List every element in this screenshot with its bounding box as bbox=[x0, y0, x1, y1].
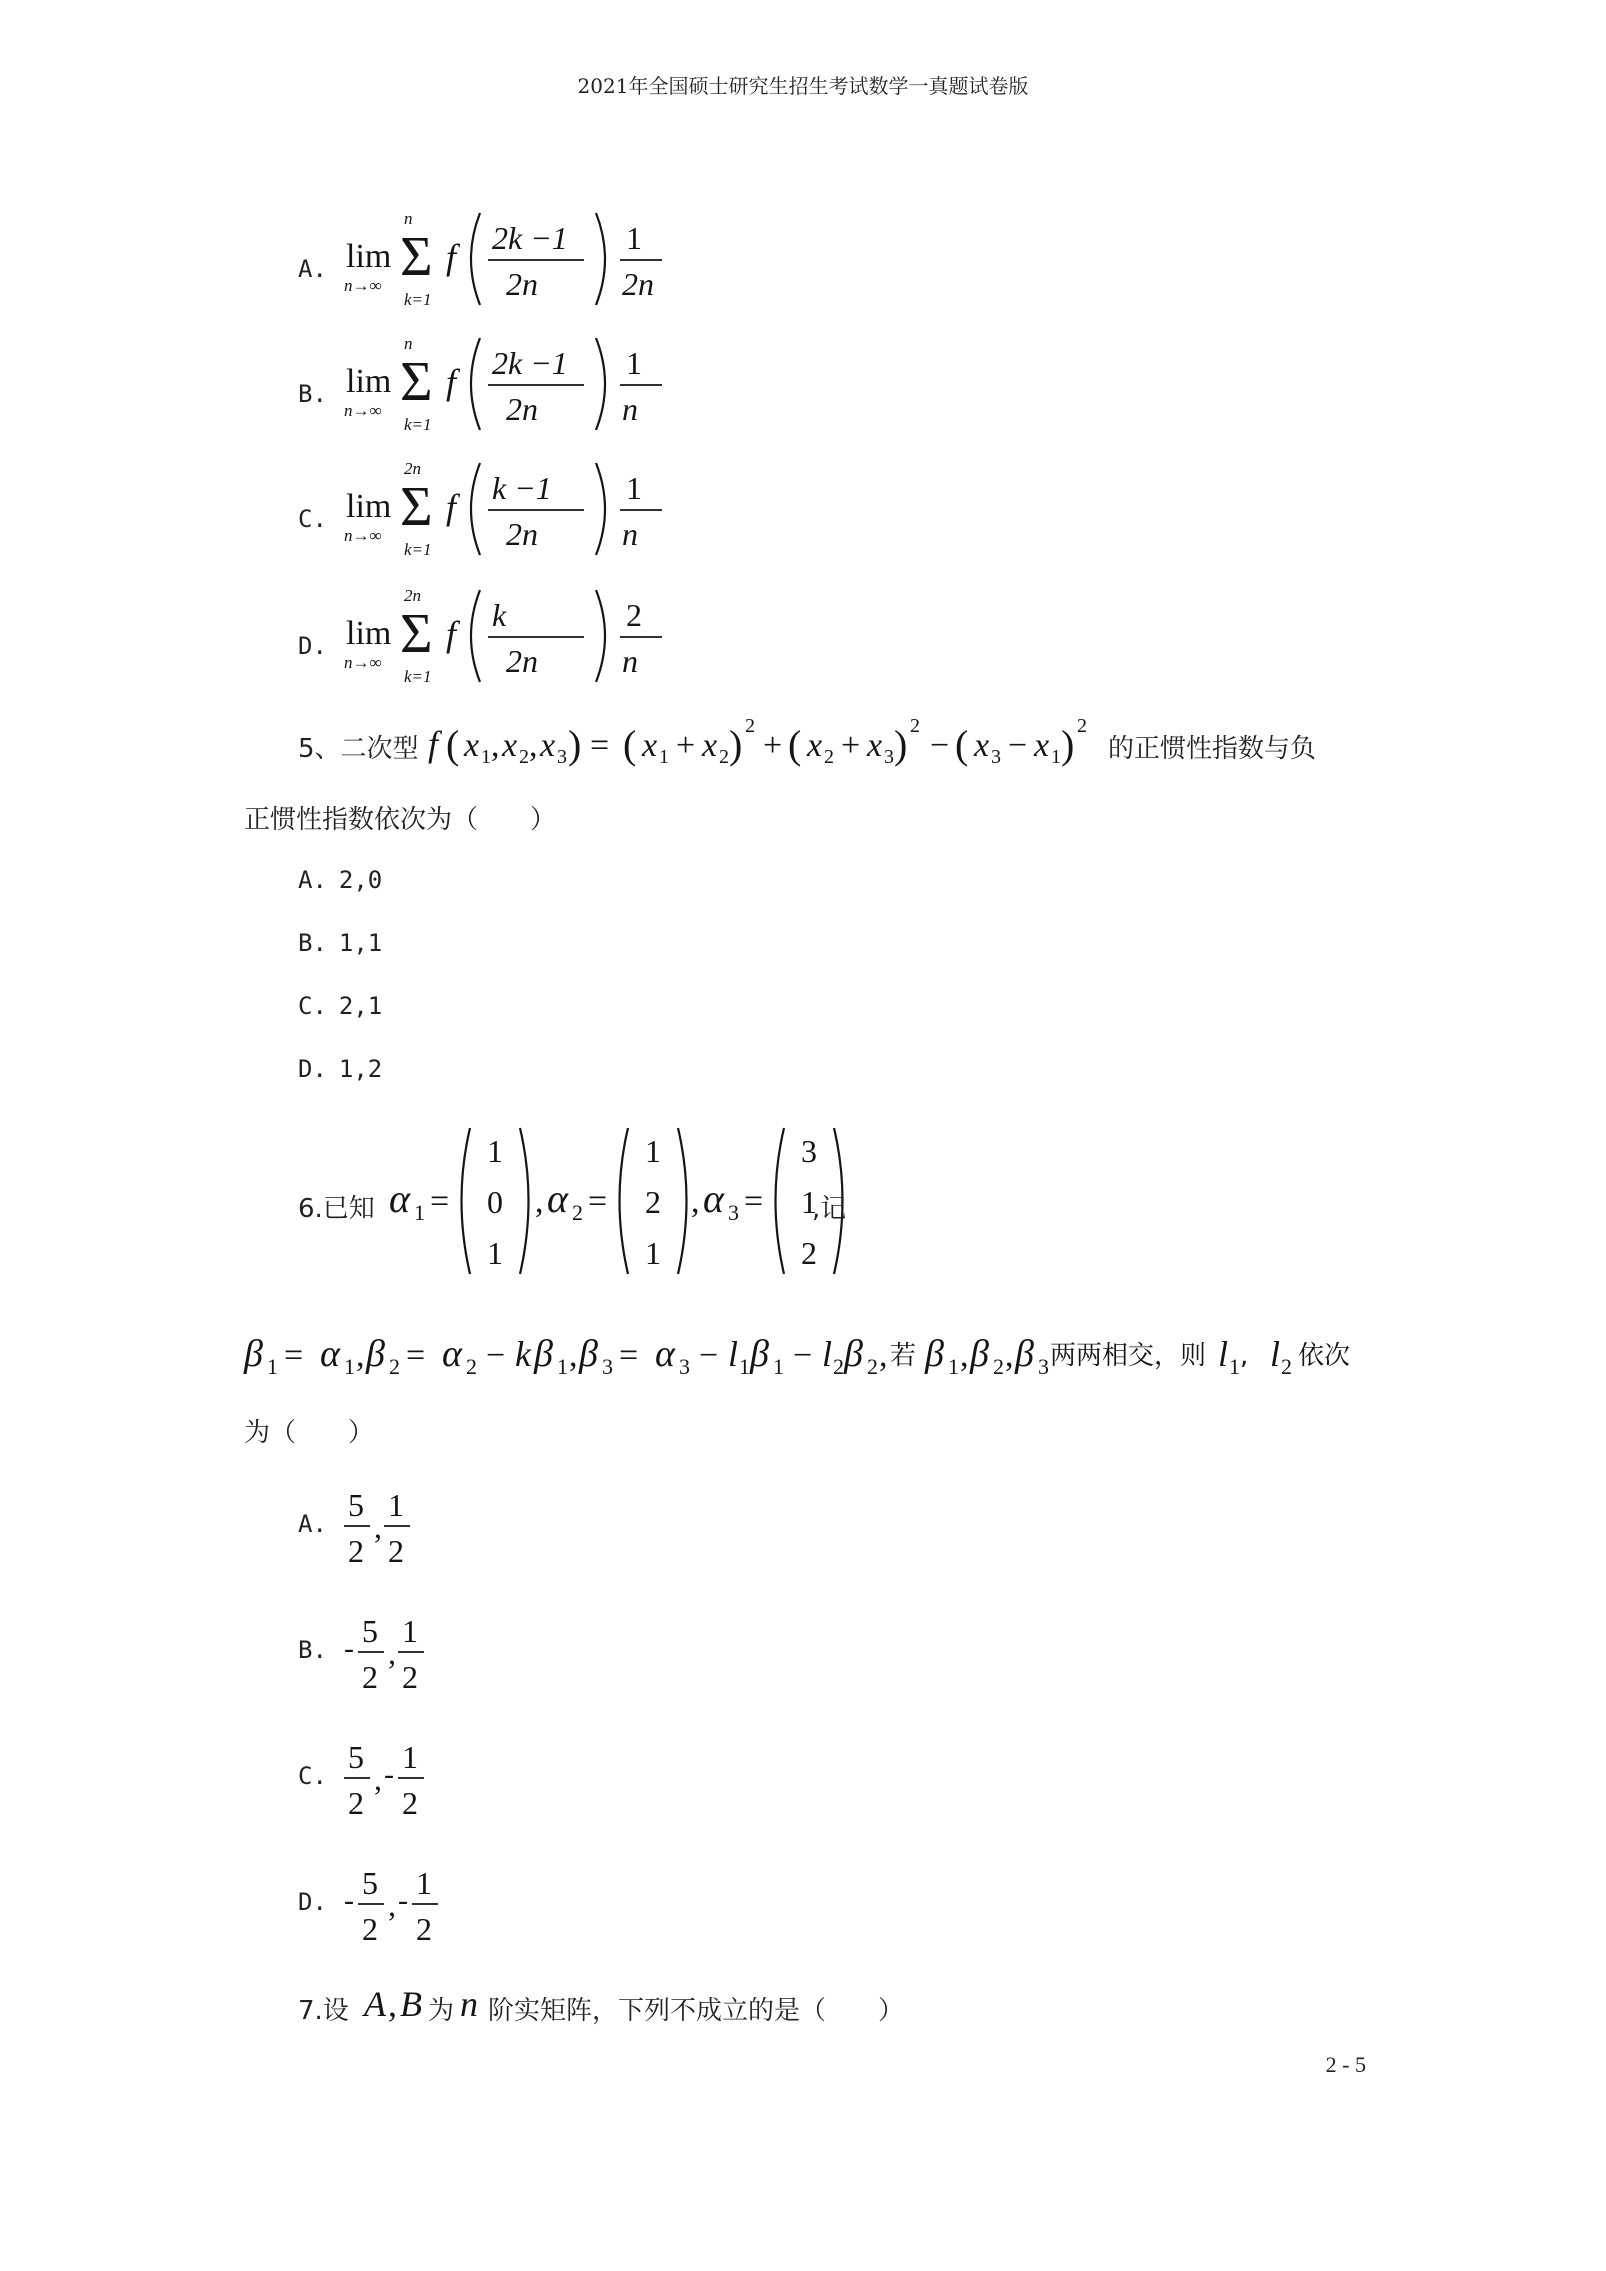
svg-text:x: x bbox=[464, 727, 480, 764]
sum-upper-limit: 2n bbox=[404, 459, 421, 478]
svg-text:3: 3 bbox=[679, 1354, 690, 1379]
q6-alpha-vectors bbox=[385, 1118, 875, 1288]
alpha2-entry-2: 2 bbox=[645, 1184, 661, 1220]
q5-f: f bbox=[428, 724, 439, 764]
svg-text:2: 2 bbox=[993, 1354, 1004, 1379]
svg-text:,: , bbox=[535, 1183, 544, 1220]
svg-text:l: l bbox=[728, 1334, 739, 1374]
svg-text:A: A bbox=[364, 1984, 386, 2024]
sum-upper-limit: 2n bbox=[404, 586, 421, 605]
svg-text:2: 2 bbox=[1281, 1354, 1292, 1379]
lim-operator: lim bbox=[346, 488, 392, 525]
svg-text:α: α bbox=[320, 1333, 340, 1375]
svg-text:1: 1 bbox=[1229, 1354, 1240, 1379]
svg-text:=: = bbox=[588, 1183, 608, 1220]
numerator-2: 1 bbox=[402, 1739, 418, 1775]
svg-text:=: = bbox=[284, 1337, 304, 1374]
svg-text:β: β bbox=[970, 1333, 989, 1375]
numerator-1: 5 bbox=[348, 1739, 364, 1775]
q5-quadratic-form-formula bbox=[418, 708, 1118, 778]
sum-symbol: Σ bbox=[400, 476, 433, 538]
q5-option-a[interactable] bbox=[298, 866, 382, 894]
svg-text:,: , bbox=[388, 1887, 396, 1923]
sum-lower-limit: k=1 bbox=[404, 667, 432, 686]
svg-text:,: , bbox=[388, 1984, 397, 2024]
svg-text:β: β bbox=[1015, 1333, 1034, 1375]
svg-text:,: , bbox=[960, 1337, 969, 1374]
numerator-1: 5 bbox=[362, 1613, 378, 1649]
sign-2: - bbox=[384, 1758, 394, 1791]
svg-text:1: 1 bbox=[557, 1354, 568, 1379]
q4-option-a-formula bbox=[340, 205, 760, 315]
argument-denominator: 2n bbox=[506, 266, 538, 302]
q6-beta-definitions bbox=[240, 1320, 1390, 1390]
argument-numerator: 2k −1 bbox=[492, 345, 568, 381]
q4-option-d-label: D. bbox=[298, 632, 327, 660]
svg-text:2: 2 bbox=[572, 1200, 583, 1225]
svg-text:=: = bbox=[430, 1183, 450, 1220]
svg-text:x: x bbox=[867, 727, 883, 764]
argument-numerator: k bbox=[492, 597, 507, 633]
argument-numerator: k −1 bbox=[492, 470, 552, 506]
function-f: f bbox=[446, 614, 457, 654]
svg-text:2: 2 bbox=[719, 746, 729, 768]
alpha1-entry-2: 0 bbox=[487, 1184, 503, 1220]
q4-option-b-formula bbox=[340, 330, 760, 440]
svg-text:=: = bbox=[406, 1337, 426, 1374]
alpha1-entry-1: 1 bbox=[487, 1133, 503, 1169]
q5-option-b[interactable] bbox=[298, 929, 382, 957]
sum-symbol: Σ bbox=[400, 351, 433, 413]
option-label: C. bbox=[298, 992, 327, 1020]
svg-text:2: 2 bbox=[867, 1354, 878, 1379]
svg-text:x: x bbox=[807, 727, 823, 764]
svg-text:,: , bbox=[529, 727, 538, 764]
sign-1: - bbox=[344, 1884, 354, 1917]
svg-text:l: l bbox=[822, 1334, 833, 1374]
svg-text:1: 1 bbox=[1051, 746, 1061, 768]
svg-text:): ) bbox=[568, 722, 582, 767]
svg-text:,: , bbox=[374, 1761, 382, 1797]
alpha2-entry-3: 1 bbox=[645, 1235, 661, 1271]
svg-text:,: , bbox=[691, 1183, 700, 1220]
lim-subscript: n→∞ bbox=[344, 276, 382, 295]
sum-upper-limit: n bbox=[404, 209, 413, 228]
sum-lower-limit: k=1 bbox=[404, 290, 432, 309]
svg-text:B: B bbox=[400, 1984, 422, 2024]
denominator-1: 2 bbox=[348, 1533, 364, 1569]
svg-text:β: β bbox=[750, 1333, 769, 1375]
svg-text:β: β bbox=[534, 1333, 553, 1375]
svg-text:3: 3 bbox=[728, 1200, 739, 1225]
svg-text:=: = bbox=[619, 1337, 639, 1374]
svg-text:−: − bbox=[486, 1337, 506, 1374]
svg-text:−: − bbox=[930, 727, 950, 764]
factor-numerator: 2 bbox=[626, 597, 642, 633]
numerator-2: 1 bbox=[388, 1487, 404, 1523]
svg-text:2: 2 bbox=[519, 746, 529, 768]
svg-text:β: β bbox=[844, 1333, 863, 1375]
q5-option-c[interactable] bbox=[298, 992, 382, 1020]
q5-option-d[interactable] bbox=[298, 1055, 382, 1083]
argument-denominator: 2n bbox=[506, 643, 538, 679]
svg-text:,: , bbox=[879, 1337, 888, 1374]
denominator-2: 2 bbox=[388, 1533, 404, 1569]
svg-text:x: x bbox=[974, 727, 990, 764]
q7-n bbox=[458, 1978, 488, 2028]
svg-text:=: = bbox=[744, 1183, 764, 1220]
lim-operator: lim bbox=[346, 615, 392, 652]
factor-denominator: n bbox=[622, 643, 638, 679]
numerator-2: 1 bbox=[416, 1865, 432, 1901]
q6-option-b-values[interactable] bbox=[340, 1604, 520, 1704]
denominator-2: 2 bbox=[416, 1911, 432, 1947]
sum-symbol: Σ bbox=[400, 226, 433, 288]
svg-text:α: α bbox=[655, 1333, 675, 1375]
sum-lower-limit: k=1 bbox=[404, 540, 432, 559]
svg-text:3: 3 bbox=[602, 1354, 613, 1379]
svg-text:(: ( bbox=[955, 722, 969, 767]
q6-suffix: ,记 bbox=[812, 1194, 847, 1224]
factor-numerator: 1 bbox=[626, 470, 642, 506]
svg-text:3: 3 bbox=[884, 746, 894, 768]
svg-text:1: 1 bbox=[659, 746, 669, 768]
svg-text:−: − bbox=[1008, 727, 1028, 764]
svg-text:x: x bbox=[642, 727, 658, 764]
numerator-2: 1 bbox=[402, 1613, 418, 1649]
alpha3-entry-3: 2 bbox=[801, 1235, 817, 1271]
svg-text:,: , bbox=[491, 727, 500, 764]
function-f: f bbox=[446, 237, 457, 277]
q6-option-c-values[interactable] bbox=[340, 1730, 520, 1830]
svg-text:−: − bbox=[699, 1337, 719, 1374]
svg-text:,: , bbox=[1240, 1341, 1249, 1371]
numerator-1: 5 bbox=[348, 1487, 364, 1523]
svg-text:−: − bbox=[793, 1337, 813, 1374]
factor-denominator: 2n bbox=[622, 266, 654, 302]
svg-text:1: 1 bbox=[267, 1354, 278, 1379]
q5-text-tail: 的正惯性指数与负 bbox=[1108, 734, 1317, 764]
sum-upper-limit: n bbox=[404, 334, 413, 353]
svg-text:2: 2 bbox=[745, 715, 755, 737]
alpha3-entry-2: 1 bbox=[801, 1184, 817, 1220]
q7-prefix: 7.设 bbox=[298, 1996, 349, 2026]
q6-option-d-label: D. bbox=[298, 1888, 327, 1916]
lim-operator: lim bbox=[346, 238, 392, 275]
svg-text:β: β bbox=[366, 1333, 385, 1375]
denominator-2: 2 bbox=[402, 1785, 418, 1821]
q7-mid: 为 bbox=[428, 1996, 455, 2026]
alpha2-entry-1: 1 bbox=[645, 1133, 661, 1169]
svg-text:+: + bbox=[841, 727, 861, 764]
svg-text:+: + bbox=[676, 727, 696, 764]
alpha1-symbol: α bbox=[389, 1176, 410, 1221]
option-text: 2,0 bbox=[338, 866, 383, 894]
alpha2-symbol: α bbox=[547, 1176, 568, 1221]
svg-text:1: 1 bbox=[948, 1354, 959, 1379]
svg-text:β: β bbox=[244, 1333, 263, 1375]
option-text: 2,1 bbox=[338, 992, 383, 1020]
svg-text:2: 2 bbox=[466, 1354, 477, 1379]
denominator-1: 2 bbox=[362, 1659, 378, 1695]
function-f: f bbox=[446, 362, 457, 402]
svg-text:,: , bbox=[569, 1337, 578, 1374]
svg-text:1: 1 bbox=[414, 1200, 425, 1225]
svg-text:2: 2 bbox=[1077, 715, 1087, 737]
function-f: f bbox=[446, 487, 457, 527]
option-text: 1,2 bbox=[338, 1055, 383, 1083]
lim-operator: lim bbox=[346, 363, 392, 400]
q6-prefix: 6.已知 bbox=[298, 1194, 375, 1224]
factor-denominator: n bbox=[622, 391, 638, 427]
sign-2: - bbox=[398, 1884, 408, 1917]
denominator-1: 2 bbox=[348, 1785, 364, 1821]
option-text: 1,1 bbox=[338, 929, 383, 957]
argument-numerator: 2k −1 bbox=[492, 220, 568, 256]
q4-option-d-formula bbox=[340, 582, 760, 692]
svg-text:2: 2 bbox=[389, 1354, 400, 1379]
sum-symbol: Σ bbox=[400, 603, 433, 665]
q5-number: 5、二次型 bbox=[298, 734, 419, 764]
svg-text:): ) bbox=[729, 722, 743, 767]
svg-text:1: 1 bbox=[481, 746, 491, 768]
option-label: A. bbox=[298, 866, 327, 894]
page-number: 2 - 5 bbox=[1325, 2052, 1366, 2077]
q4-option-c-label: C. bbox=[298, 505, 327, 533]
svg-text:β: β bbox=[925, 1333, 944, 1375]
q5-text-line2: 正惯性指数依次为（ ） bbox=[244, 805, 557, 835]
svg-text:,: , bbox=[1005, 1337, 1014, 1374]
svg-text:(: ( bbox=[623, 722, 637, 767]
q6-line3: 为（ ） bbox=[244, 1418, 375, 1448]
q6-line2-text: 两两相交，则 bbox=[1050, 1341, 1207, 1371]
argument-denominator: 2n bbox=[506, 516, 538, 552]
option-label: D. bbox=[298, 1055, 327, 1083]
lim-subscript: n→∞ bbox=[344, 526, 382, 545]
svg-text:2: 2 bbox=[824, 746, 834, 768]
svg-text:k: k bbox=[515, 1334, 531, 1374]
factor-numerator: 1 bbox=[626, 345, 642, 381]
q7-tail: 阶实矩阵，下列不成立的是（ ） bbox=[488, 1996, 905, 2026]
svg-text:x: x bbox=[540, 727, 556, 764]
svg-text:): ) bbox=[1061, 722, 1075, 767]
svg-text:x: x bbox=[502, 727, 518, 764]
lim-subscript: n→∞ bbox=[344, 653, 382, 672]
sign-1: - bbox=[344, 1632, 354, 1665]
svg-text:β: β bbox=[579, 1333, 598, 1375]
q6-option-b-label: B. bbox=[298, 1636, 327, 1664]
q6-option-d-values[interactable] bbox=[340, 1856, 520, 1956]
svg-text:2: 2 bbox=[833, 1354, 844, 1379]
svg-text:,: , bbox=[374, 1509, 382, 1545]
alpha3-symbol: α bbox=[703, 1176, 724, 1221]
q6-line2-end: 依次 bbox=[1298, 1341, 1351, 1371]
factor-denominator: n bbox=[622, 516, 638, 552]
svg-text:3: 3 bbox=[991, 746, 1001, 768]
svg-text:1: 1 bbox=[739, 1354, 750, 1379]
svg-text:α: α bbox=[442, 1333, 462, 1375]
q6-option-c-label: C. bbox=[298, 1762, 327, 1790]
svg-text:x: x bbox=[702, 727, 718, 764]
svg-text:n: n bbox=[460, 1984, 478, 2024]
alpha1-entry-3: 1 bbox=[487, 1235, 503, 1271]
q6-option-a-values[interactable] bbox=[340, 1478, 520, 1578]
q4-option-c-formula bbox=[340, 455, 760, 565]
svg-text:3: 3 bbox=[557, 746, 567, 768]
svg-text:,: , bbox=[356, 1337, 365, 1374]
option-label: B. bbox=[298, 929, 327, 957]
svg-text:l: l bbox=[1270, 1334, 1281, 1374]
svg-text:1: 1 bbox=[773, 1354, 784, 1379]
q6-option-a-label: A. bbox=[298, 1510, 327, 1538]
svg-text:2: 2 bbox=[910, 715, 920, 737]
q4-option-a-label: A. bbox=[298, 255, 327, 283]
numerator-1: 5 bbox=[362, 1865, 378, 1901]
q6-ruo: 若 bbox=[890, 1341, 917, 1371]
lim-subscript: n→∞ bbox=[344, 401, 382, 420]
svg-text:,: , bbox=[388, 1635, 396, 1671]
svg-text:): ) bbox=[894, 722, 908, 767]
svg-text:l: l bbox=[1218, 1334, 1229, 1374]
factor-numerator: 1 bbox=[626, 220, 642, 256]
svg-text:x: x bbox=[1034, 727, 1050, 764]
svg-text:3: 3 bbox=[1038, 1354, 1049, 1379]
svg-text:+: + bbox=[763, 727, 783, 764]
svg-text:1: 1 bbox=[344, 1354, 355, 1379]
sum-lower-limit: k=1 bbox=[404, 415, 432, 434]
argument-denominator: 2n bbox=[506, 391, 538, 427]
svg-text:=: = bbox=[590, 727, 610, 764]
q4-option-b-label: B. bbox=[298, 380, 327, 408]
alpha3-entry-1: 3 bbox=[801, 1133, 817, 1169]
page-header: 2021年全国硕士研究生招生考试数学一真题试卷版 bbox=[577, 74, 1029, 98]
denominator-1: 2 bbox=[362, 1911, 378, 1947]
q5-paren: ( bbox=[446, 722, 460, 767]
denominator-2: 2 bbox=[402, 1659, 418, 1695]
svg-text:(: ( bbox=[788, 722, 802, 767]
